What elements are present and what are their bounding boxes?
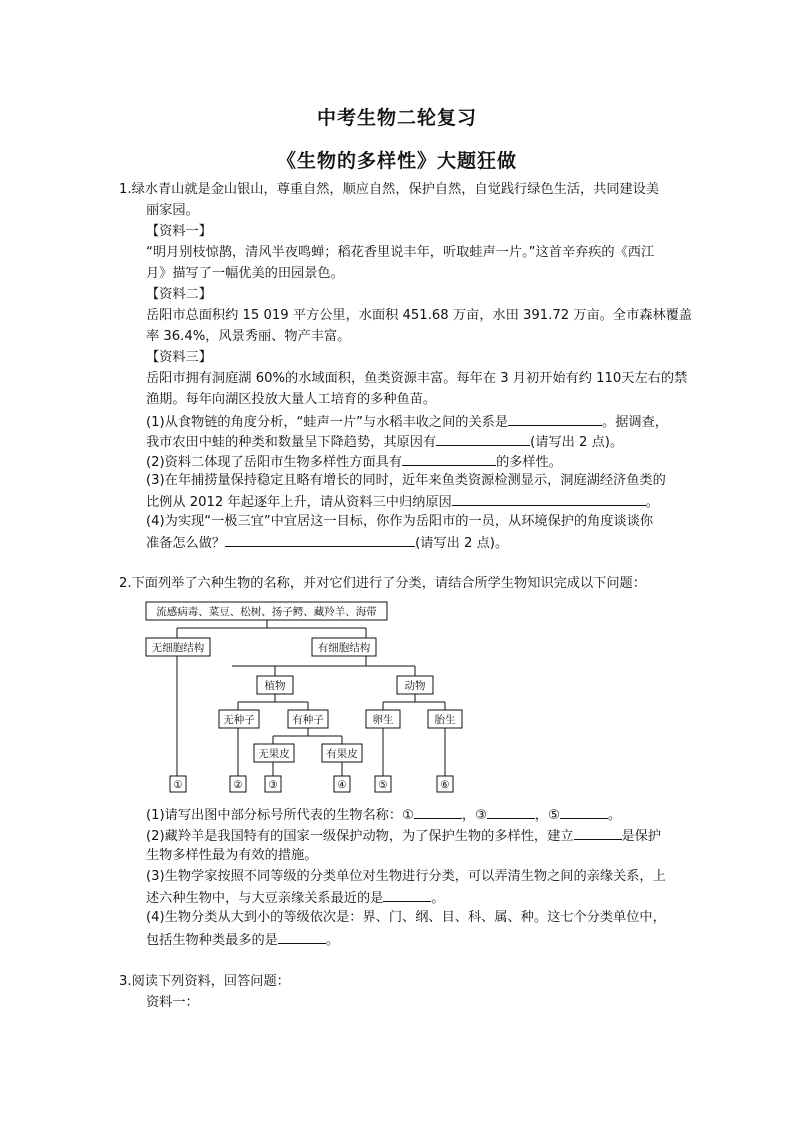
oviparous-label: 卵生 <box>372 714 394 726</box>
no-cell-box <box>146 638 210 656</box>
q2-sub2-line1 <box>146 825 661 847</box>
no-pericarp-box <box>254 744 294 762</box>
has-seed-label: 有种子 <box>292 714 324 726</box>
q1-intro-line2: 丽家园。 <box>146 203 199 218</box>
q1-sub2-line <box>146 451 562 473</box>
q2-sub3-line2 <box>146 887 445 909</box>
animal-box <box>397 676 433 694</box>
oviparous-box <box>366 710 400 728</box>
q1-sub2-text-end: 的多样性。 <box>496 455 562 470</box>
no-cell-label: 无细胞结构 <box>151 642 205 654</box>
q1-sub3-line1: (3)在年捕捞量保持稳定且略有增长的同时，近年来鱼类资源检测显示，洞庭湖经济鱼类的 <box>146 473 666 488</box>
q1-sub2-text: (2)资料二体现了岳阳市生物多样性方面具有 <box>146 455 403 470</box>
q2-sub2-text: (2)藏羚羊是我国特有的国家一级保护动物，为了保护生物的多样性，建立 <box>146 829 574 844</box>
q1-sub1-text2: 我市农田中蛙的种类和数量呈下降趋势，其原因有 <box>146 435 437 450</box>
leaf-box-4 <box>334 776 350 792</box>
q1-material1-text2: 月》描写了一幅优美的田园景色。 <box>146 266 344 281</box>
q1-sub4-line1: (4)为实现“一极三宜”中宜居这一目标，你作为岳阳市的一员，从环境保护的角度谈谈你 <box>146 514 654 529</box>
q1-material1-text1: “明月别枝惊鹊，清风半夜鸣蝉；稻花香里说丰年，听取蛙声一片。”这首辛弃疾的《西江 <box>146 245 655 260</box>
q3-intro: 3.阅读下列资料，回答问题： <box>119 974 290 989</box>
q2-sub4-line1: (4)生物分类从大到小的等级依次是：界、门、纲、目、科、属、种。这七个分类单位中， <box>146 910 666 925</box>
q2-sub4-end: 。 <box>325 933 340 948</box>
answer-blank[interactable] <box>402 451 496 466</box>
animal-label: 动物 <box>404 680 426 692</box>
answer-blank[interactable] <box>436 431 530 446</box>
q2-sub1-end: 。 <box>607 808 622 823</box>
answer-blank[interactable] <box>225 532 415 547</box>
has-cell-box <box>312 638 376 656</box>
answer-blank[interactable] <box>414 804 462 819</box>
q1-material3-label: 【资料三】 <box>146 350 212 365</box>
q3-material1-label: 资料一： <box>146 995 199 1010</box>
has-pericarp-label: 有果皮 <box>326 748 358 760</box>
q2-sub2-line2: 生物多样性最为有效的措施。 <box>146 848 318 863</box>
q1-material3-text2: 渔期。每年向湖区投放大量人工培育的多种鱼苗。 <box>146 392 437 407</box>
root-label: 流感病毒、菜豆、松树、扬子鳄、藏羚羊、海带 <box>156 606 377 618</box>
answer-blank[interactable] <box>560 804 608 819</box>
q1-sub4-line2 <box>146 532 508 554</box>
leaf-label-5: ⑤ <box>378 779 388 791</box>
leaf-label-3: ③ <box>268 779 278 791</box>
leaf-box-6 <box>437 776 453 792</box>
q1-sub1-note: (请写出 2 点)。 <box>530 435 624 450</box>
q2-sub1-text: (1)请写出图中部分标号所代表的生物名称：① <box>146 808 414 823</box>
q1-sub1-text: (1)从食物链的角度分析，“蛙声一片”与水稻丰收之间的关系是 <box>146 415 509 430</box>
q1-sub1-text-end: 。据调查， <box>602 415 668 430</box>
leaf-box-2 <box>230 776 246 792</box>
no-seed-box <box>219 710 259 728</box>
leaf-label-6: ⑥ <box>440 779 450 791</box>
leaf-label-4: ④ <box>337 779 347 791</box>
leaf-box-5 <box>375 776 391 792</box>
no-pericarp-label: 无果皮 <box>258 748 290 760</box>
q1-sub1-line2 <box>146 431 623 453</box>
has-pericarp-box <box>322 744 362 762</box>
q2-sub1-line <box>146 804 621 826</box>
viviparous-label: 胎生 <box>434 714 456 726</box>
answer-blank[interactable] <box>278 929 326 944</box>
page-title: 中考生物二轮复习 <box>316 107 477 129</box>
q2-sub2-text-end: 是保护 <box>621 829 662 844</box>
answer-blank[interactable] <box>574 825 622 840</box>
q1-material2-text2: 率 36.4%，风景秀丽、物产丰富。 <box>146 329 351 344</box>
page-subtitle: 《生物的多样性》大题狂做 <box>276 150 517 172</box>
q1-sub3-line2 <box>146 491 659 513</box>
q1-material2-text1: 岳阳市总面积约 15 019 平方公里，水面积 451.68 万亩，水田 391.72 万亩。全市森林覆盖 <box>146 308 693 323</box>
answer-blank[interactable] <box>383 887 431 902</box>
answer-blank[interactable] <box>487 804 535 819</box>
q2-sub3-line1: (3)生物学家按照不同等级的分类单位对生物进行分类，可以弄清生物之间的亲缘关系，上 <box>146 869 666 884</box>
leaf-label-2: ② <box>233 779 243 791</box>
q1-material2-label: 【资料二】 <box>146 287 212 302</box>
q2-sub1-sep1: ，③ <box>461 808 487 823</box>
q1-intro-line1: 1.绿水青山就是金山银山，尊重自然，顺应自然，保护自然，自觉践行绿色生活，共同建设美 <box>119 182 660 197</box>
q1-material1-label: 【资料一】 <box>146 224 212 239</box>
q2-intro: 2.下面列举了六种生物的名称，并对它们进行了分类，请结合所学生物知识完成以下问题： <box>119 576 646 591</box>
q2-sub3-text: 述六种生物中，与大豆亲缘关系最近的是 <box>146 891 384 906</box>
no-seed-label: 无种子 <box>223 714 255 726</box>
q2-sub4-text: 包括生物种类最多的是 <box>146 933 278 948</box>
q1-material3-text1: 岳阳市拥有洞庭湖 60%的水域面积，鱼类资源丰富。每年在 3 月初开始有约 110天左右的禁 <box>146 371 688 386</box>
q2-sub3-end: 。 <box>431 891 445 906</box>
leaf-box-3 <box>265 776 281 792</box>
has-cell-label: 有细胞结构 <box>317 642 371 654</box>
plant-box <box>257 676 293 694</box>
plant-label: 植物 <box>264 680 286 692</box>
q1-sub1-line1 <box>146 411 668 433</box>
answer-blank[interactable] <box>508 411 602 426</box>
q1-sub3-text-end: 。 <box>645 495 659 510</box>
leaf-box-1 <box>170 776 186 792</box>
answer-blank[interactable] <box>452 491 646 506</box>
q1-sub4-text: 准备怎么做？ <box>146 536 226 551</box>
q2-sub1-sep2: ，⑤ <box>534 808 560 823</box>
q1-sub3-text: 比例从 2012 年起逐年上升，请从资料三中归纳原因 <box>146 495 452 510</box>
viviparous-box <box>428 710 462 728</box>
classification-diagram <box>140 600 480 800</box>
q2-sub4-line2 <box>146 929 339 951</box>
leaf-label-1: ① <box>173 779 183 791</box>
has-seed-box <box>288 710 328 728</box>
root-box <box>146 602 387 620</box>
q1-sub4-note: (请写出 2 点)。 <box>415 536 509 551</box>
